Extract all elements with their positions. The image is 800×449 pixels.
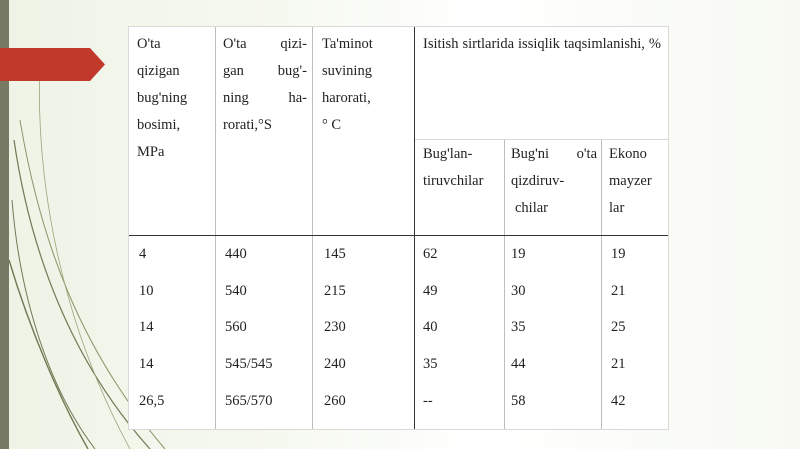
header-superheat-temp: O'ta qizi- gan bug'- ning ha- rorati,°S (223, 36, 307, 133)
subheader-economizer: Ekono mayzer lar (609, 146, 652, 216)
header-heat-distribution: Isitish sirtlarida issiqlik taqsimlanishi, % (423, 36, 661, 52)
red-arrow-icon (0, 48, 105, 81)
subheader-evaporators: Bug'lan- tiruvchilar (423, 146, 484, 189)
subheader-superheaters: Bug'ni o'ta qizdiruv- chilar (511, 146, 597, 216)
header-pressure: O'ta qizigan bug'ning bosimi, MPa (137, 36, 188, 160)
header-feedwater-temp: Ta'minot suvining harorati, ° C (322, 36, 373, 133)
boiler-heat-table: O'ta qizigan bug'ning bosimi, MPa O'ta qizi- gan bug'- ning ha- rorati,°S Ta'minot suvining harorati, ° C Isitish sirtlarida issiqlik taqsimlanishi, % Bug'lan- tiruvchilar Bug'ni o'ta qizdiruv- chilar Ekono mayzer lar 4 440 145 62 19 19 10 540 215 49 30 21 14 560 230 40 35 25 14 545/545 240 35 44 21 26,5 565/570 260 -- 58 42 (128, 26, 669, 430)
